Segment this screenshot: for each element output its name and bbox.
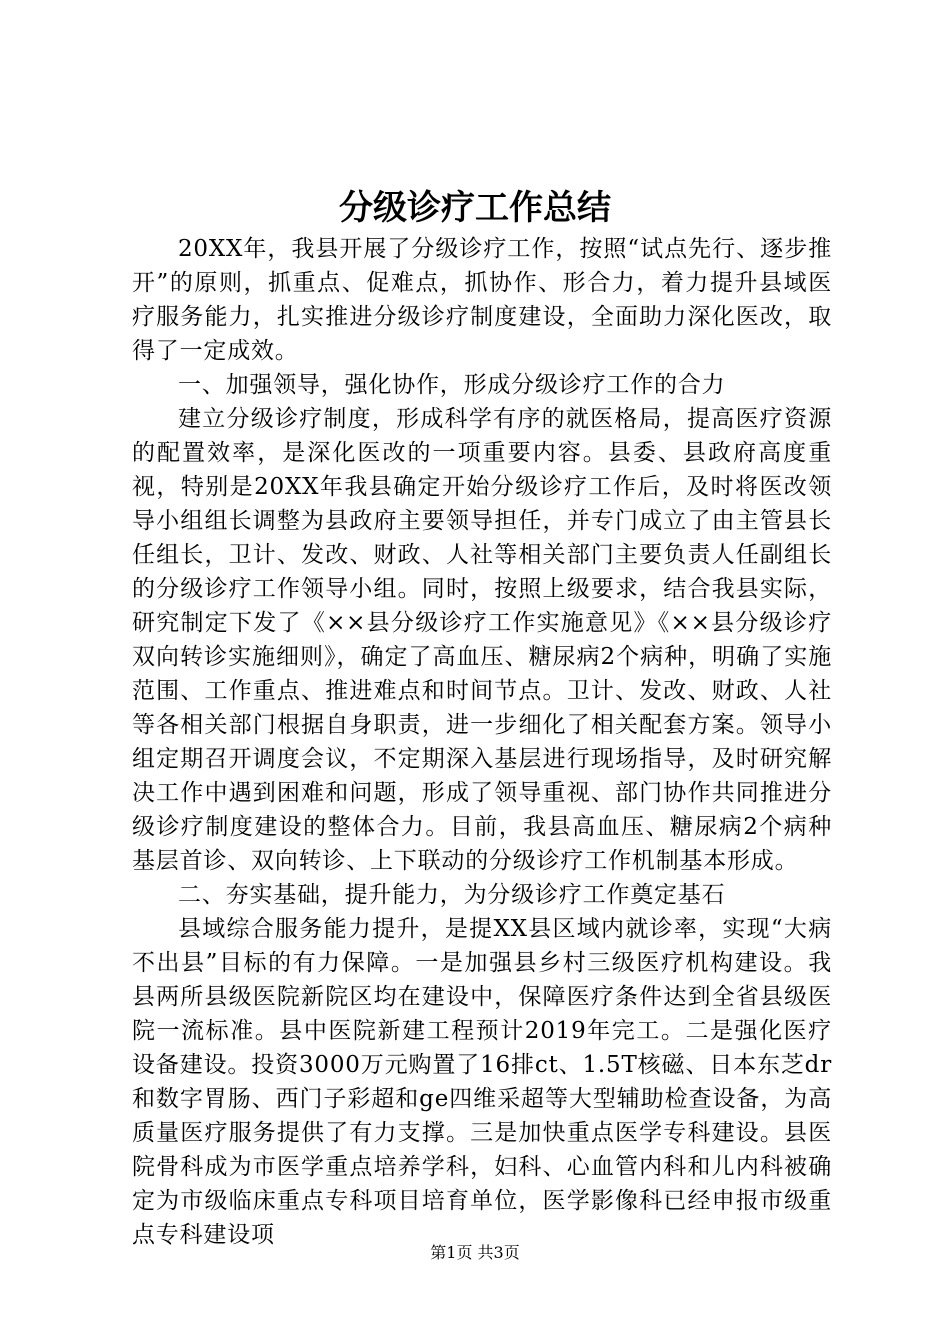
paragraph-intro: 20XX年，我县开展了分级诊疗工作，按照“试点先行、逐步推开”的原则，抓重点、促难点，抓协作、形合力，着力提升县域医疗服务能力，扎实推进分级诊疗制度建设，全面助力深化医改，取得了一定成效。 — [132, 236, 832, 364]
section-heading-2: 二、夯实基础，提升能力，为分级诊疗工作奠定基石 — [178, 882, 726, 908]
document-title: 分级诊疗工作总结 — [339, 188, 611, 228]
page-footer: 第1页 共3页 — [430, 1243, 520, 1262]
paragraph-section-1: 建立分级诊疗制度，形成科学有序的就医格局，提高医疗资源的配置效率，是深化医改的一项重要内容。县委、县政府高度重视，特别是20XX年我县确定开始分级诊疗工作后，及时将医改领导小组组长调整为县政府主要领导担任，并专门成立了由主管县长任组长，卫计、发改、财政、人社等相关部门主要负责人任副组长的分级诊疗工作领导小组。同时，按照上级要求，结合我县实际，研究制定下发了《××县分级诊疗工作实施意见》《××县分级诊疗双向转诊实施细则》，确定了高血压、糖尿病2个病种，明确了实施范围、工作重点、推进难点和时间节点。卫计、发改、财政、人社等各相关部门根据自身职责，进一步细化了相关配套方案。领导小组定期召开调度会议，不定期深入基层进行现场指导，及时研究解决工作中遇到困难和问题，形成了领导重视、部门协作共同推进分级诊疗制度建设的整体合力。目前，我县高血压、糖尿病2个病种基层首诊、双向转诊、上下联动的分级诊疗工作机制基本形成。 — [132, 406, 832, 874]
paragraph-section-2: 县域综合服务能力提升，是提XX县区域内就诊率，实现“大病不出县”目标的有力保障。一是加强县乡村三级医疗机构建设。我县两所县级医院新院区均在建设中，保障医疗条件达到全省县级医院一流标准。县中医院新建工程预计2019年完工。二是强化医疗设备建设。投资3000万元购置了16排ct、1.5T核磁、日本东芝dr和数字胃肠、西门子彩超和ge四维采超等大型辅助检查设备，为高质量医疗服务提供了有力支撑。三是加快重点医学专科建设。县医院骨科成为市医学重点培养学科，妇科、心血管内科和儿内科被确定为市级临床重点专科项目培育单位，医学影像科已经申报市级重点专科建设项 — [132, 916, 832, 1248]
section-heading-1: 一、加强领导，强化协作，形成分级诊疗工作的合力 — [178, 372, 726, 398]
document-body — [132, 232, 832, 1252]
